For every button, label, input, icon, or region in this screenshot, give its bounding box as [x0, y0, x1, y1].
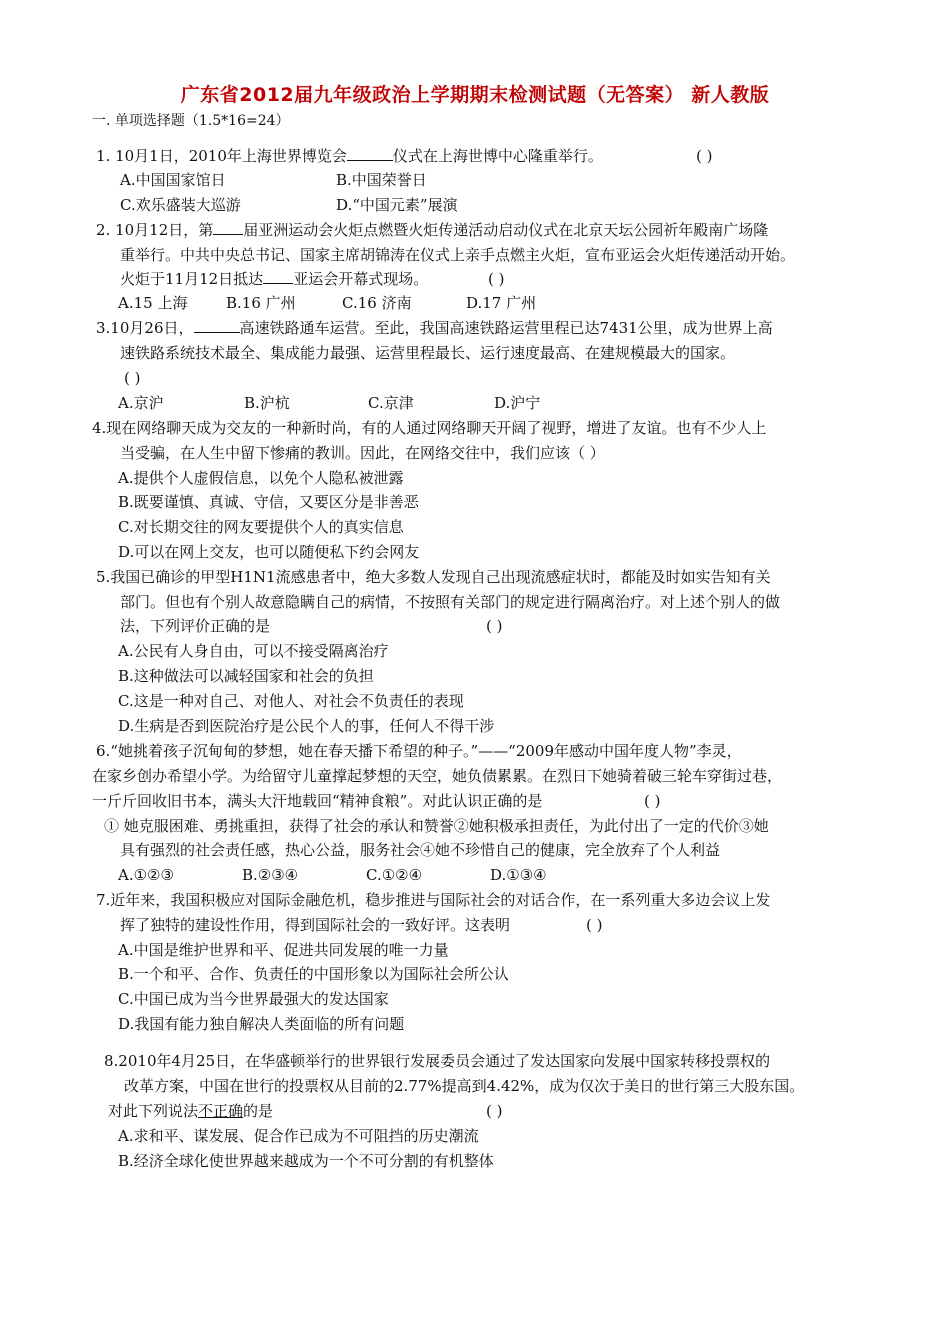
q2-line2: 重举行。中共中央总书记、国家主席胡锦涛在仪式上亲手点燃主火炬，宣布亚运会火炬传递活动开始。	[120, 246, 796, 264]
q3-option-d: D.沪宁	[494, 394, 541, 412]
q7-option-c: C.中国已成为当今世界最强大的发达国家	[118, 990, 389, 1008]
q1-option-d: D.“中国元素”展演	[336, 196, 458, 214]
q5-option-d: D.生病是否到医院治疗是公民个人的事，任何人不得干涉	[118, 717, 495, 735]
q4-line2: 当受骗，在人生中留下惨痛的教训。因此，在网络交往中，我们应该（ ）	[120, 444, 605, 462]
q6-option-d: D.①③④	[490, 866, 547, 884]
q6-line2: 在家乡创办希望小学。为给留守儿童撑起梦想的天空，她负债累累。在烈日下她骑着破三轮车穿街过巷，	[92, 767, 783, 785]
section-heading: 一. 单项选择题（1.5*16=24）	[92, 113, 290, 129]
q5-line3: 法，下列评价正确的是	[120, 617, 271, 635]
q5-line1: 5.我国已确诊的甲型H1N1流感患者中，绝大多数人发现自己出现流感症状时，都能及时如实告知有关	[96, 568, 771, 586]
q7-option-d: D.我国有能力独自解决人类面临的所有问题	[118, 1015, 405, 1033]
q3-line1	[96, 318, 773, 338]
q2-blank2	[263, 269, 293, 284]
q4-option-a: A.提供个人虚假信息，以免个人隐私被泄露	[118, 469, 404, 487]
q7-line2: 挥了独特的建设性作用，得到国际社会的一致好评。这表明	[120, 916, 511, 934]
q2-line1-part2: 届亚洲运动会火炬点燃暨火炬传递活动启动仪式在北京天坛公园祈年殿南广场隆	[243, 221, 769, 239]
q2-option-b: B.16 广州	[226, 294, 296, 312]
q7-answer-paren: ( )	[586, 916, 603, 934]
q6-line3: 一斤斤回收旧书本，满头大汗地载回“精神食粮”。对此认识正确的是	[92, 792, 543, 810]
q8-option-a: A.求和平、谋发展、促合作已成为不可阻挡的历史潮流	[118, 1127, 479, 1145]
q3-line1-part2: 高速铁路通车运营。至此，我国高速铁路运营里程已达7431公里，成为世界上高	[239, 319, 773, 337]
q6-answer-paren: ( )	[644, 792, 661, 810]
q2-option-a: A.15 上海	[118, 294, 188, 312]
q1-stem-part2: 仪式在上海世博中心隆重举行。	[392, 147, 603, 165]
q3-option-a: A.京沪	[118, 394, 164, 412]
q8-answer-paren: ( )	[486, 1102, 503, 1120]
q1-stem-part1: 1. 10月1日，2010年上海世界博览会	[96, 147, 347, 165]
q3-option-b: B.沪杭	[244, 394, 290, 412]
q5-option-b: B.这种做法可以减轻国家和社会的负担	[118, 667, 374, 685]
q3-line1-part1: 3.10月26日，	[96, 319, 194, 337]
q6-option-b: B.②③④	[242, 866, 299, 884]
q2-line3-part1: 火炬于11月12日抵达	[120, 270, 264, 288]
q4-option-d: D.可以在网上交友，也可以随便私下约会网友	[118, 543, 420, 561]
q5-option-a: A.公民有人身自由，可以不接受隔离治疗	[118, 642, 389, 660]
q1-option-a: A.中国国家馆日	[120, 171, 226, 189]
q8-line1: 8.2010年4月25日，在华盛顿举行的世界银行发展委员会通过了发达国家向发展中国家转移投票权的	[104, 1052, 771, 1070]
page-title: 广东省2012届九年级政治上学期期末检测试题（无答案） 新人教版	[180, 84, 770, 106]
q3-blank	[194, 318, 240, 333]
q8-underlined-phrase: 不正确	[198, 1102, 244, 1120]
q7-line1: 7.近年来，我国积极应对国际金融危机，稳步推进与国际社会的对话合作，在一系列重大多边会议上发	[96, 891, 771, 909]
q3-answer-paren: ( )	[124, 369, 141, 387]
q3-line2: 速铁路系统技术最全、集成能力最强、运营里程最长、运行速度最高、在建规模最大的国家。	[120, 344, 736, 362]
q4-option-c: C.对长期交往的网友要提供个人的真实信息	[118, 518, 404, 536]
q4-option-b: B.既要谨慎、真诚、守信，又要区分是非善恶	[118, 493, 419, 511]
q7-option-a: A.中国是维护世界和平、促进共同发展的唯一力量	[118, 941, 449, 959]
q2-line1-part1: 2. 10月12日，第	[96, 221, 214, 239]
q1-blank	[347, 146, 393, 161]
q2-line3-part2: 亚运会开幕式现场。	[293, 270, 429, 288]
q6-line1: 6.“她挑着孩子沉甸甸的梦想，她在春天播下希望的种子。”——“2009年感动中国年度人物”李灵，	[96, 742, 742, 760]
q8-line2: 改革方案，中国在世行的投票权从目前的2.77%提高到4.42%，成为仅次于美日的世行第三大股东国。	[124, 1077, 805, 1095]
q1-answer-paren: ( )	[696, 147, 713, 165]
q5-answer-paren: ( )	[486, 617, 503, 635]
q6-option-a: A.①②③	[118, 866, 174, 884]
q7-option-b: B.一个和平、合作、负责任的中国形象以为国际社会所公认	[118, 965, 509, 983]
q8-line3	[108, 1101, 273, 1121]
q8-line3-part2: 的是	[243, 1102, 274, 1120]
q3-option-c: C.京津	[368, 394, 414, 412]
q8-option-b: B.经济全球化使世界越来越成为一个不可分割的有机整体	[118, 1152, 494, 1170]
q5-line2: 部门。但也有个别人故意隐瞒自己的病情，不按照有关部门的规定进行隔离治疗。对上述个别人的做	[120, 593, 781, 611]
q2-line1	[96, 220, 768, 240]
q2-line3	[120, 269, 428, 289]
q2-answer-paren: ( )	[488, 270, 505, 288]
q1-option-b: B.中国荣誉日	[336, 171, 427, 189]
q6-option-c: C.①②④	[366, 866, 423, 884]
q6-line4: ① 她克服困难、勇挑重担，获得了社会的承认和赞誉②她积极承担责任，为此付出了一定的代价③她	[104, 817, 769, 835]
q6-line5: 具有强烈的社会责任感，热心公益，服务社会④她不珍惜自己的健康，完全放弃了个人利益	[120, 841, 721, 859]
q2-blank1	[213, 220, 243, 235]
q1-option-c: C.欢乐盛装大巡游	[120, 196, 241, 214]
q2-option-d: D.17 广州	[466, 294, 537, 312]
q1-stem	[96, 146, 603, 166]
q4-line1: 4.现在网络聊天成为交友的一种新时尚，有的人通过网络聊天开阔了视野，增进了友谊。也有不少人上	[92, 419, 767, 437]
q5-option-c: C.这是一种对自己、对他人、对社会不负责任的表现	[118, 692, 464, 710]
q2-option-c: C.16 济南	[342, 294, 412, 312]
q8-line3-part1: 对此下列说法	[108, 1102, 199, 1120]
